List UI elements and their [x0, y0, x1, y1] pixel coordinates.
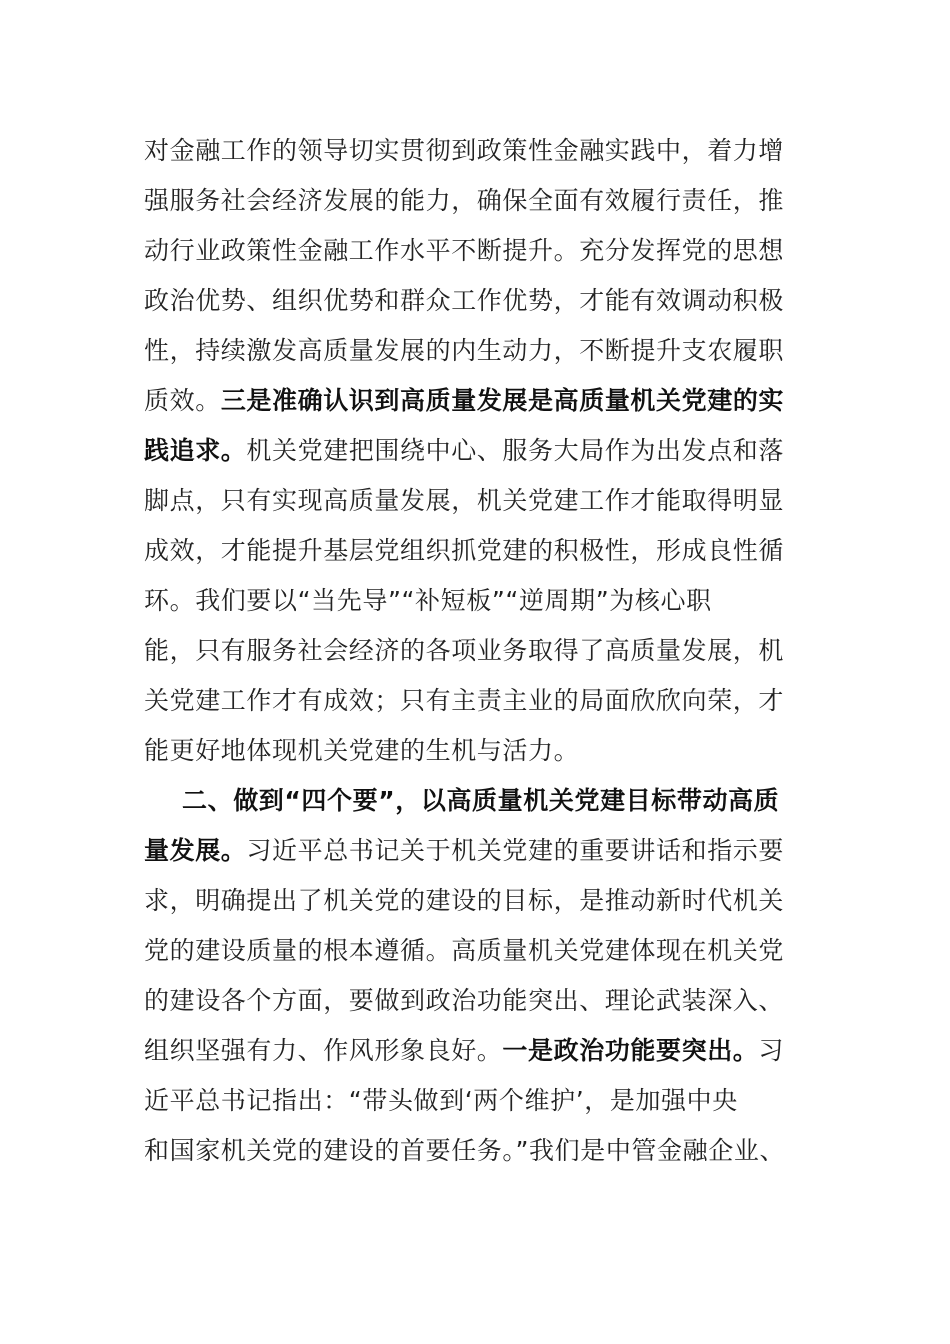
text-line [144, 1026, 804, 1076]
text-run: 和国家机关党的建设的首要任务。”我们是中管金融企业、 [144, 1136, 786, 1165]
text-line [144, 926, 804, 976]
text-run: 近平总书记指出：“带头做到‘两个维护’，是加强中央 [144, 1086, 738, 1115]
text-line [144, 476, 804, 526]
text-run: 党的建设质量的根本遵循。高质量机关党建体现在机关党 [144, 936, 785, 965]
text-line [144, 1126, 804, 1176]
bold-text-run: 践追求。 [144, 436, 247, 465]
text-line [144, 626, 804, 676]
text-run: 关党建工作才有成效；只有主责主业的局面欣欣向荣，才 [144, 686, 785, 715]
text-line [144, 576, 804, 626]
bold-text-run: 二、做到“四个要”，以高质量机关党建目标带动高质 [182, 786, 780, 815]
text-line [144, 276, 804, 326]
text-run: 组织坚强有力、作风形象良好。 [144, 1036, 503, 1065]
text-line [144, 376, 804, 426]
text-run: 习近平总书记关于机关党建的重要讲话和指示要 [246, 836, 785, 865]
text-line [144, 326, 804, 376]
bold-text-run: 三是准确认识到高质量发展是高质量机关党建的实 [220, 386, 785, 415]
text-line [144, 226, 804, 276]
text-line [144, 776, 804, 826]
text-line [144, 676, 804, 726]
text-line [144, 826, 804, 876]
text-line [144, 726, 804, 776]
text-run: 质效。 [144, 386, 221, 415]
text-run: 成效，才能提升基层党组织抓党建的积极性，形成良性循 [144, 536, 785, 565]
text-run: 习 [758, 1036, 785, 1065]
text-run: 性，持续激发高质量发展的内生动力，不断提升支农履职 [144, 336, 785, 365]
text-run: 动行业政策性金融工作水平不断提升。充分发挥党的思想 [144, 236, 785, 265]
text-line [144, 126, 804, 176]
text-run: 的建设各个方面，要做到政治功能突出、理论武装深入、 [144, 986, 785, 1015]
text-run: 强服务社会经济发展的能力，确保全面有效履行责任，推 [144, 186, 785, 215]
text-line [144, 526, 804, 576]
text-run: 机关党建把围绕中心、服务大局作为出发点和落 [246, 436, 785, 465]
text-run: 能，只有服务社会经济的各项业务取得了高质量发展，机 [144, 636, 785, 665]
text-run: 政治优势、组织优势和群众工作优势，才能有效调动积极 [144, 286, 785, 315]
text-run: 脚点，只有实现高质量发展，机关党建工作才能取得明显 [144, 486, 785, 515]
bold-text-run: 量发展。 [144, 836, 247, 865]
text-run: 环。我们要以“当先导”“补短板”“逆周期”为核心职 [144, 586, 712, 615]
text-line [144, 176, 804, 226]
text-run: 能更好地体现机关党建的生机与活力。 [144, 736, 580, 765]
text-line [144, 426, 804, 476]
document-body [144, 126, 804, 1176]
text-line [144, 876, 804, 926]
text-run: 对金融工作的领导切实贯彻到政策性金融实践中，着力增 [144, 136, 785, 165]
text-run: 求，明确提出了机关党的建设的目标，是推动新时代机关 [144, 886, 785, 915]
bold-text-run: 一是政治功能要突出。 [502, 1036, 759, 1065]
text-line [144, 1076, 804, 1126]
text-line [144, 976, 804, 1026]
